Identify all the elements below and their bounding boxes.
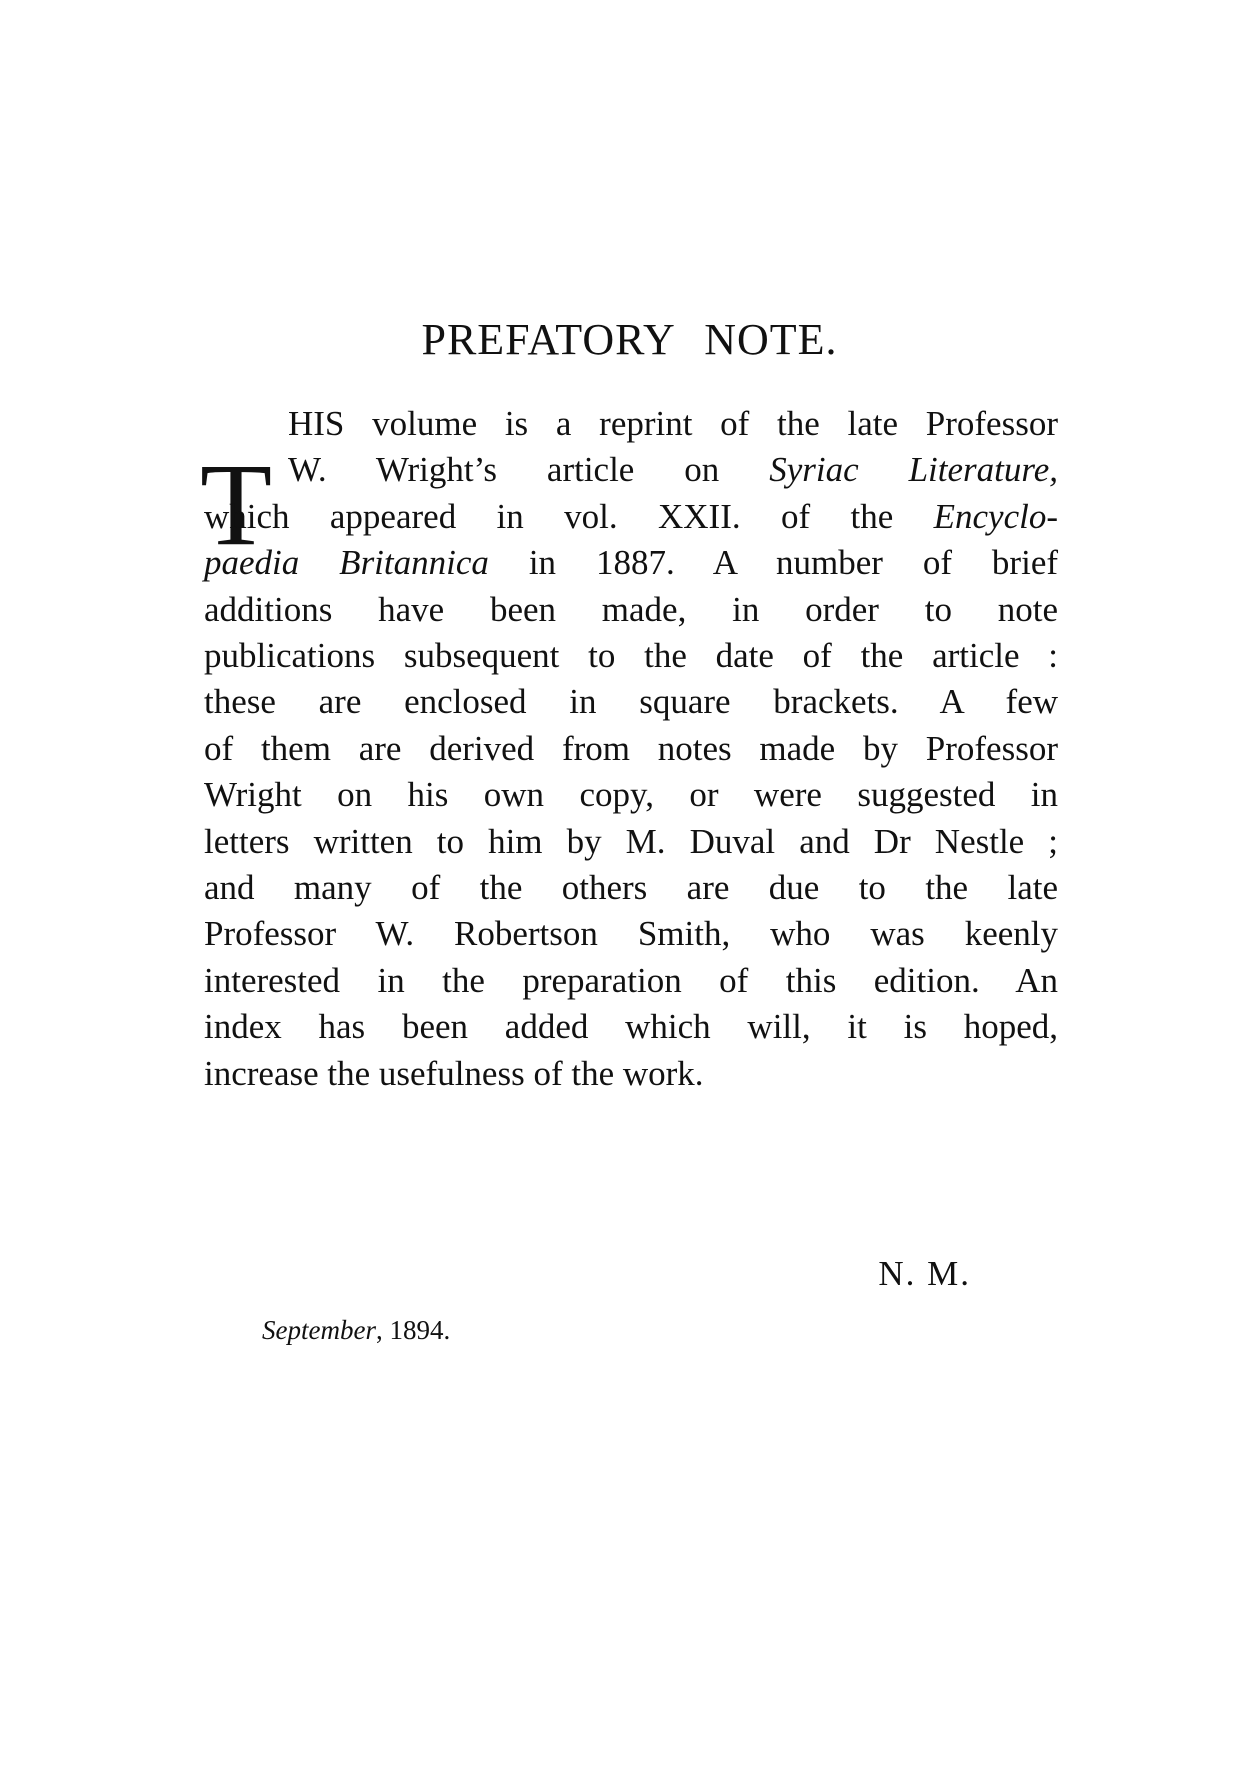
dateline xyxy=(262,1310,450,1350)
body-line: and many of the others are due to the late xyxy=(204,868,1058,907)
body-line: index has been added which will, it is hoped, xyxy=(204,1007,1058,1047)
signature-initials: N. M. xyxy=(878,1254,971,1293)
italic-title: Encyclo- xyxy=(933,496,1058,536)
body-line: paedia Britannica in 1887. A number of brief xyxy=(204,543,1059,583)
body-line: additions have been made, in order to note xyxy=(204,589,1058,629)
italic-title: paedia Britannica xyxy=(204,543,489,583)
body-line: which appeared in vol. XXII. of the Encyclo- xyxy=(204,496,1058,536)
body-line: letters written to him by M. Duval and Dr Nestle ; xyxy=(204,821,1058,861)
dateline-year: , 1894. xyxy=(375,1315,451,1345)
body-line: of them are derived from notes made by Professor xyxy=(204,728,1058,768)
body-line: W. Wright’s article on Syriac Literature, xyxy=(288,450,1058,490)
body-line: Wright on his own copy, or were suggested in xyxy=(204,775,1058,815)
body-line: HIS volume is a reprint of the late Professor xyxy=(288,404,1058,443)
body-line: increase the usefulness of the work. xyxy=(204,1053,704,1093)
dateline-month: September xyxy=(262,1315,376,1345)
body-line: interested in the preparation of this edition. An xyxy=(204,960,1058,1000)
page-title: PREFATORY NOTE. xyxy=(421,315,838,364)
italic-title: Syriac Literature, xyxy=(769,450,1058,490)
body-line: Professor W. Robertson Smith, who was keenly xyxy=(204,914,1058,954)
body-line: publications subsequent to the date of the article : xyxy=(204,636,1058,675)
body-line: these are enclosed in square brackets. A few xyxy=(204,682,1058,722)
drop-cap-letter: T xyxy=(200,439,273,570)
